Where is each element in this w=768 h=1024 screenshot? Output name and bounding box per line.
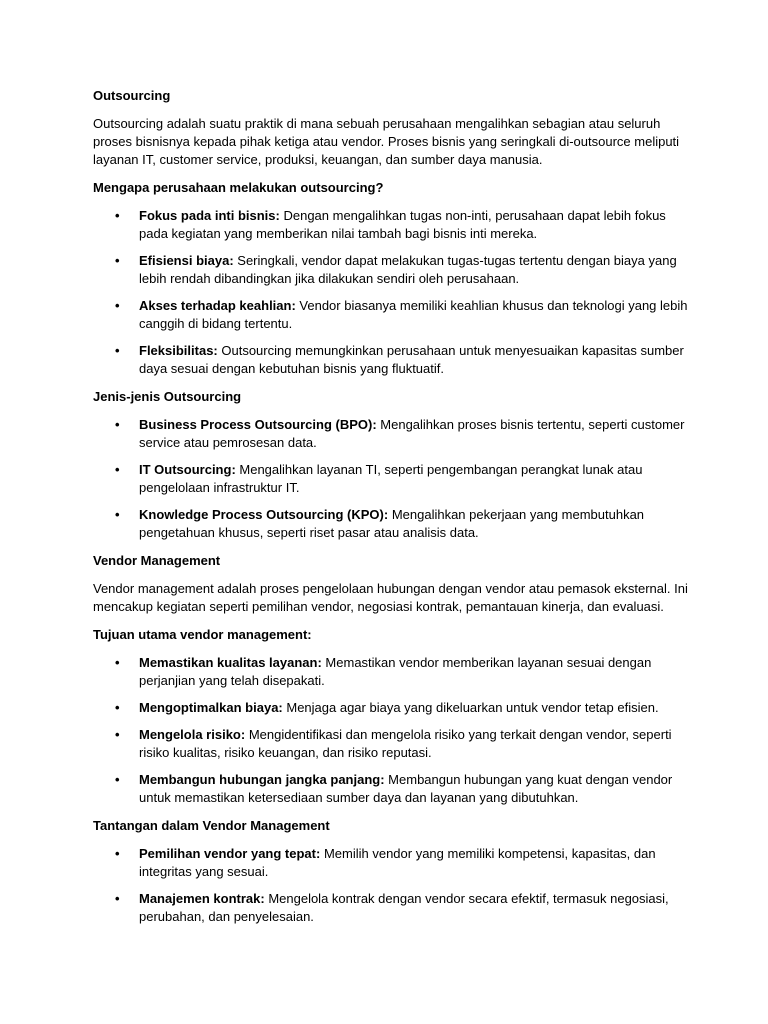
list-item xyxy=(93,416,688,452)
section-heading-outsourcing: Outsourcing xyxy=(93,88,171,103)
challenges-list xyxy=(93,845,688,926)
list-item-text: Mengalihkan proses bisnis tertentu, seperti customer service atau pemrosesan data. xyxy=(139,417,685,450)
list-item-text: Memilih vendor yang memiliki kompetensi, kapasitas, dan integritas yang sesuai. xyxy=(139,846,656,879)
bullet-icon: • xyxy=(115,891,120,906)
section-heading-challenges: Tantangan dalam Vendor Management xyxy=(93,818,330,833)
bullet-icon: • xyxy=(115,846,120,861)
list-item xyxy=(93,699,688,717)
types-list xyxy=(93,416,688,542)
goals-list xyxy=(93,654,688,807)
list-item xyxy=(93,654,688,690)
list-item xyxy=(93,726,688,762)
list-item-text: Dengan mengalihkan tugas non-inti, perusahaan dapat lebih fokus pada kegiatan yang memberikan nilai tambah bagi bisnis inti mereka. xyxy=(139,208,666,241)
bullet-icon: • xyxy=(115,208,120,223)
bullet-icon: • xyxy=(115,700,120,715)
list-item-term: Business Process Outsourcing (BPO): xyxy=(139,417,377,432)
bullet-icon: • xyxy=(115,343,120,358)
list-item xyxy=(93,207,688,243)
bullet-icon: • xyxy=(115,655,120,670)
list-item xyxy=(93,506,688,542)
list-item-text: Menjaga agar biaya yang dikeluarkan untuk vendor tetap efisien. xyxy=(282,700,659,715)
list-item xyxy=(93,890,688,926)
list-item-term: Mengelola risiko: xyxy=(139,727,246,742)
bullet-icon: • xyxy=(115,462,120,477)
list-item xyxy=(93,342,688,378)
section-heading-reasons: Mengapa perusahaan melakukan outsourcing? xyxy=(93,180,384,195)
bullet-icon: • xyxy=(115,298,120,313)
section-heading-goals: Tujuan utama vendor management: xyxy=(93,627,312,642)
list-item-term: Membangun hubungan jangka panjang: xyxy=(139,772,385,787)
list-item xyxy=(93,252,688,288)
list-item-text: Mengelola kontrak dengan vendor secara efektif, termasuk negosiasi, perubahan, dan penyelesaian. xyxy=(139,891,669,924)
list-item xyxy=(93,461,688,497)
list-item-text: Seringkali, vendor dapat melakukan tugas-tugas tertentu dengan biaya yang lebih rendah dibandingkan jika dilakukan sendiri oleh perusahaan. xyxy=(139,253,677,286)
bullet-icon: • xyxy=(115,417,120,432)
list-item xyxy=(93,297,688,333)
bullet-icon: • xyxy=(115,727,120,742)
list-item-text: Mengidentifikasi dan mengelola risiko yang terkait dengan vendor, seperti risiko kualitas, risiko keuangan, dan risiko reputasi. xyxy=(139,727,672,760)
bullet-icon: • xyxy=(115,772,120,787)
list-item-term: Manajemen kontrak: xyxy=(139,891,265,906)
section-heading-types: Jenis-jenis Outsourcing xyxy=(93,389,242,404)
list-item-term: Knowledge Process Outsourcing (KPO): xyxy=(139,507,389,522)
list-item-text: Outsourcing memungkinkan perusahaan untuk menyesuaikan kapasitas sumber daya sesuai dengan kebutuhan bisnis yang fluktuatif. xyxy=(139,343,684,376)
list-item-term: Mengoptimalkan biaya: xyxy=(139,700,283,715)
list-item-text: Membangun hubungan yang kuat dengan vendor untuk memastikan ketersediaan sumber daya dan layanan yang dibutuhkan. xyxy=(139,772,673,805)
list-item-text: Memastikan vendor memberikan layanan sesuai dengan perjanjian yang telah disepakati. xyxy=(139,655,652,688)
bullet-icon: • xyxy=(115,253,120,268)
list-item-term: Fokus pada inti bisnis: xyxy=(139,208,280,223)
list-item-term: Efisiensi biaya: xyxy=(139,253,234,268)
bullet-icon: • xyxy=(115,507,120,522)
list-item-text: Vendor biasanya memiliki keahlian khusus dan teknologi yang lebih canggih di bidang tertentu. xyxy=(139,298,688,331)
reasons-list xyxy=(93,207,688,378)
list-item-term: Memastikan kualitas layanan: xyxy=(139,655,322,670)
vendor-management-paragraph: Vendor management adalah proses pengelolaan hubungan dengan vendor atau pemasok eksternal. Ini mencakup kegiatan seperti pemilihan vendor, negosiasi kontrak, pemantauan kinerja, dan evaluasi. xyxy=(93,581,688,614)
section-heading-vendor-management: Vendor Management xyxy=(93,553,221,568)
list-item-text: Mengalihkan layanan TI, seperti pengembangan perangkat lunak atau pengelolaan infrastruktur IT. xyxy=(139,462,643,495)
list-item xyxy=(93,771,688,807)
list-item-text: Mengalihkan pekerjaan yang membutuhkan pengetahuan khusus, seperti riset pasar atau analisis data. xyxy=(139,507,645,540)
list-item-term: Pemilihan vendor yang tepat: xyxy=(139,846,321,861)
outsourcing-paragraph: Outsourcing adalah suatu praktik di mana sebuah perusahaan mengalihkan sebagian atau seluruh proses bisnisnya kepada pihak ketiga atau vendor. Proses bisnis yang seringkali di-outsource meliputi layanan IT, customer service, produksi, keuangan, dan sumber daya manusia. xyxy=(93,116,680,167)
list-item-term: IT Outsourcing: xyxy=(139,462,236,477)
list-item-term: Akses terhadap keahlian: xyxy=(139,298,296,313)
list-item-term: Fleksibilitas: xyxy=(139,343,218,358)
list-item xyxy=(93,845,688,881)
